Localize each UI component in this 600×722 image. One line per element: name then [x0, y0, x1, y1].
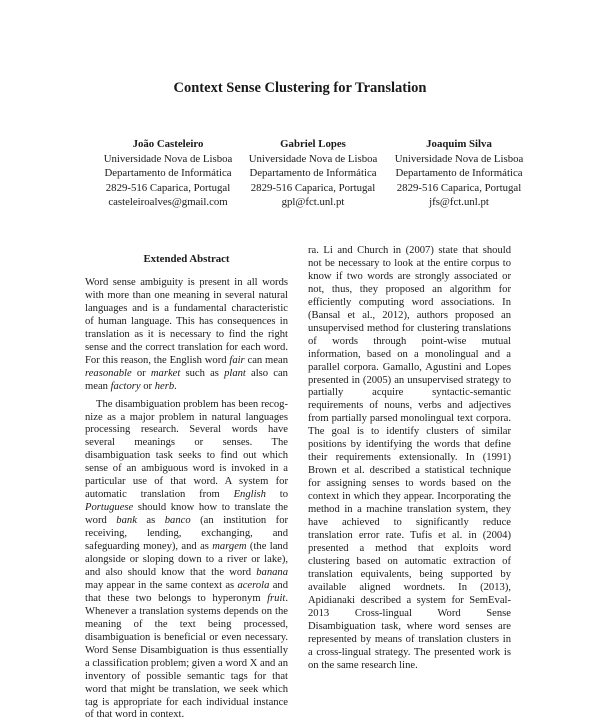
paragraph-3: ra. Li and Church in (2007) state that should not be necessary to look at the entire corpus to know if two words are strongly associated or not, thus, they proposed an algorithm for efficiently computing word associations. In (Bansal et al., 2012), authors proposed an unsupervised method for clustering translations of words through point-wise mutual information, based on a monolingual and a parallel corpora. Gamallo, Agustini and Lopes presented in (2005) an unsupervised strategy to partially acquire syntactic-semantic requirements of nouns, verbs and adjectives from partially parsed monolingual text corpora. The goal is to identify clusters of similar positions by identifying the words that define their requirements extensionally. In (1991) Brown et al. described a statistical technique for assigning senses to words based on the context in which they appear. Incorporating the method in a machine translation system, they have achieved to significantly reduce translation error rate. Tufis et al. in (2004) presented a method that exploits word clustering based on automatic extraction of translation equivalents, being supported by available aligned wordnets. In (2013), Apidianaki described a system for SemEval-2013 Cross-lingual Word Sense Disambiguation task, where word senses are represented by means of translation clusters in a cross-lingual strategy. The presented work is on the same research line.	[308, 245, 511, 671]
section-heading: Extended Abstract	[143, 253, 230, 265]
author-email: gpl@fct.unl.pt	[281, 196, 345, 209]
author-name: Joaquim Silva	[426, 138, 492, 150]
author-address: 2829-516 Caparica, Portugal	[250, 181, 376, 194]
author-affiliation: Universidade Nova de Lisboa	[248, 152, 378, 165]
author-email: casteleiroalves@gmail.com	[108, 196, 228, 209]
author-block-3	[374, 137, 544, 210]
author-email: jfs@fct.unl.pt	[429, 196, 489, 209]
author-name: Gabriel Lopes	[280, 138, 346, 150]
paper-title: Context Sense Clustering for Translation	[173, 80, 427, 96]
author-department: Departamento de Informática	[395, 167, 523, 180]
author-department: Departamento de Informática	[249, 167, 377, 180]
left-column	[85, 245, 289, 721]
author-department: Departamento de Informática	[104, 167, 232, 180]
paragraph-2: The disambiguation problem has been recognize as a major problem in natural languages processing research. Several words have several meanings or senses. The disambiguation task seeks to find out which sense of an ambiguous word is invoked in a particular use of that word. A system for automatic translation from English to Portuguese should know how to translate the word bank as banco (an institution for receiving, lending, exchanging, and safeguarding money), and as margem (the land alongside or sloping down to a river or lake), and also should know that the word banana may appear in the same context as acerola and that these two belongs to hyperonym fruit. Whenever a translation systems depends on the meaning of the text being processed, disambiguation is beneficial or even necessary. Word Sense Disambiguation is thus essentially a classification problem; given a word X and an inventory of possible semantic tags for that word that might be translation, we seek which tag is appropriate for each individual instance of that word in context.	[85, 398, 289, 721]
author-name: João Casteleiro	[132, 138, 204, 150]
author-address: 2829-516 Caparica, Portugal	[105, 181, 231, 194]
right-column	[308, 245, 511, 671]
author-block-2	[228, 137, 398, 210]
author-affiliation: Universidade Nova de Lisboa	[103, 152, 233, 165]
paragraph-1: Word sense ambiguity is present in all words with more than one meaning in several natural languages and is a fundamental characteristic of human language. This has consequences in translation as it is necessary to find the right sense and the correct translation for each word. For this reason, the English word fair can mean reasonable or market such as plant also can mean factory or herb.	[85, 277, 288, 392]
author-affiliation: Universidade Nova de Lisboa	[394, 152, 524, 165]
author-address: 2829-516 Caparica, Portugal	[396, 181, 522, 194]
